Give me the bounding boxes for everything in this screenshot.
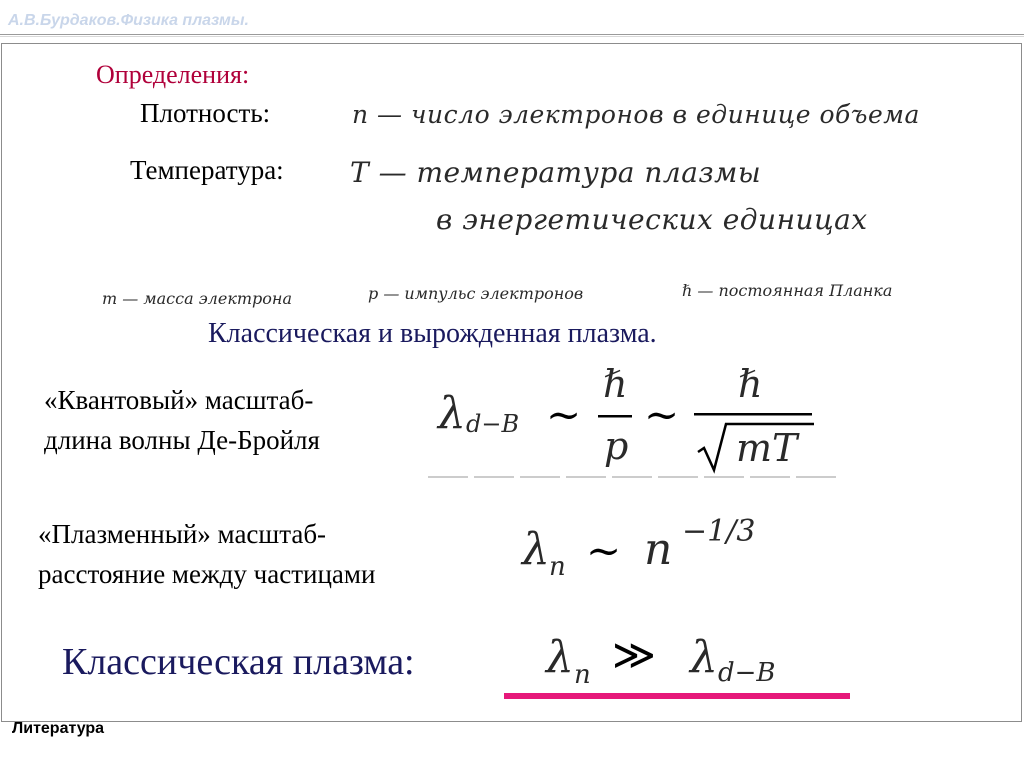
classical-plasma-label: Классическая плазма:	[62, 641, 415, 683]
section-title: Классическая и вырожденная плазма.	[208, 318, 657, 349]
condition-lambda-n-subscript: n	[574, 660, 591, 690]
symbol-momentum: p — импульс электронов	[368, 284, 584, 303]
lambda-n: λ	[522, 524, 550, 575]
symbol-planck: ℏ — постоянная Планка	[682, 281, 893, 300]
sim-symbol-1: ∼	[546, 390, 582, 439]
density-base: n	[644, 524, 673, 575]
quantum-scale-line1: «Квантовый» масштаб-	[44, 385, 314, 415]
frac1-denominator: p	[604, 424, 629, 468]
symbol-mass: m — масса электрона	[102, 289, 292, 308]
header-divider-secondary	[0, 36, 1024, 37]
sim-symbol-3: ∼	[586, 526, 622, 575]
much-greater-symbol: ≫	[612, 630, 656, 679]
frac2-bar	[694, 413, 814, 417]
density-formula: n — число электронов в единице объема	[352, 100, 920, 129]
header-divider	[0, 34, 1024, 35]
frac2-denominator: mT	[736, 426, 798, 470]
frac1-bar	[598, 415, 634, 419]
condition-lambda-db: λ	[690, 632, 718, 683]
density-label: Плотность:	[140, 98, 271, 128]
sim-symbol-2: ∼	[644, 390, 680, 439]
literature-link[interactable]: Литература	[12, 720, 105, 737]
condition-lambda-db-subscript: d−B	[718, 658, 776, 688]
formula-artifact-line	[428, 476, 838, 480]
debroglie-lambda: λ	[438, 388, 466, 439]
plasma-scale-line2: расстояние между частицами	[38, 559, 376, 589]
classical-underline	[504, 693, 850, 699]
header-title: А.В.Бурдаков.Физика плазмы.	[8, 12, 249, 29]
lambda-n-subscript: n	[549, 552, 566, 582]
density-exponent: −1/3	[682, 514, 756, 549]
temperature-formula-line2: в энергетических единицах	[436, 203, 868, 236]
temperature-label: Температура:	[130, 155, 284, 185]
plasma-scale-line1: «Плазменный» масштаб-	[38, 519, 327, 549]
debroglie-lambda-subscript: d−B	[466, 410, 520, 438]
definitions-heading: Определения:	[96, 60, 250, 89]
condition-lambda-n: λ	[546, 632, 574, 683]
quantum-scale-line2: длина волны Де-Бройля	[44, 425, 320, 455]
frac1-numerator: ℏ	[603, 362, 628, 406]
frac2-numerator: ℏ	[738, 362, 763, 406]
temperature-formula-line1: T — температура плазмы	[350, 156, 762, 189]
